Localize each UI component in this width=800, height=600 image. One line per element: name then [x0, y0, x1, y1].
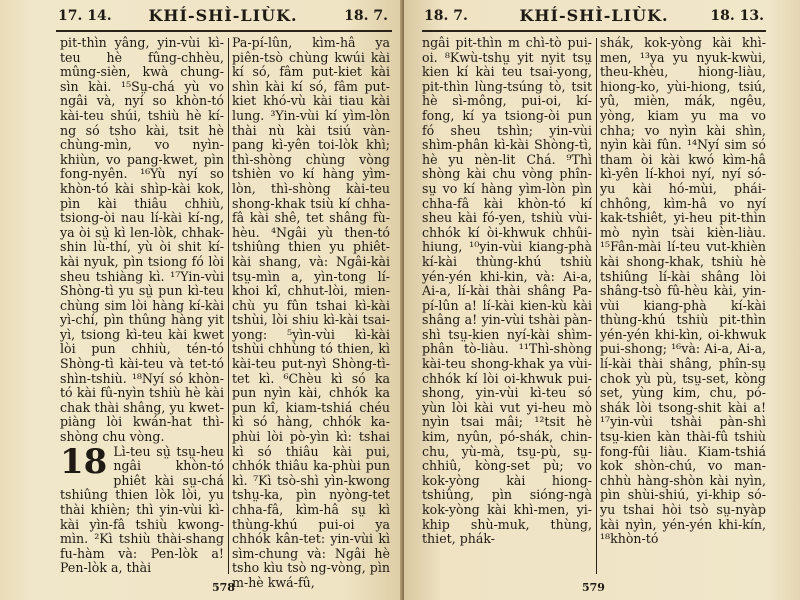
right-col1-text: ngâi pit-thìn m chì-tò pui-oi. ⁸Kwù-tshṳ yit nyit tsṳ kien kí kài teu tsai-yong, pit-thìn lùng-tsúng tò, tsit hè sì-mông, pui-oi, kí-fong, kí ya tsiong-òi pun fó sheu tshìn; yin-vùi shìm-phân kì-kài Shòng-tì, hè yu nèn-lit Chá. ⁹Thì shòng kài chu vòng phîn-sṳ vo kí hàng yìm-lòn pìn chha-fâ kài khòn-tó kí sheu kài fó-yen, tshiù vùi-chhók kí òi-khwuk chhûi-hiung, ¹⁰yin-vùi kiang-phà kí-kài thùng-khú tshiù yén-yén khi-kin, và: Ai-a, Ai-a, lí-kài thài shâng Pa-pí-lûn a! lí-kài kien-kù kài shâng a! yin-vùi tshài pàn-shì tsṳ-kien nyí-kài shìm-phân tò-liàu. ¹¹Thì-shòng kài-teu shong-khak ya vùi-chhók kí lòi oi-khwuk pui-shong, yin-vùi kì-teu só yùn lòi kài vut yi-heu mò nyìn tsai mâi; ¹²tsit hè kim, nyûn, pó-shák, chin-chu, yù-mà, tsṳ-pù, sṳ-chhiû, kòng-set pù; vo kok-yòng kài hiong-tshiûng, pìn sióng-ngà kok-yòng kài khì-men, yi-khip shù-muk, thùng, thiet, phák- — [422, 35, 592, 547]
left-column-1 — [60, 36, 224, 576]
chapter-number: 18 — [60, 441, 108, 482]
right-running-title: KHÍ-SHÌ-LIÙK. — [519, 6, 669, 25]
left-page-header — [58, 6, 388, 28]
left-chapter-verse-end: 18. 7. — [344, 8, 388, 24]
right-column-1 — [422, 36, 592, 547]
left-chapter-verse-start: 17. 14. — [58, 8, 112, 24]
left-page-number: 578 — [212, 581, 235, 594]
left-col2-text: Pa-pí-lûn, kìm-hâ ya piên-tsò chùng kwúi kài kí só, fâm put-kiet kài shìn kài kí só, fâm put-kiet khó-vù kài tiau kài lung. ³Yin-vùi kí yìm-lòn thài nù kài tsiú vàn-pang kì-yên toi-lòk khì; thì-shòng chùng vòng tshièn vo kí hàng yìm-lòn, thì-shòng kài-teu shong-khak tsiù kí chha-fâ kài shê, tet shâng fù-hèu. ⁴Ngâi yù then-tó tshiûng thien yu phiêt-kài shang, và: Ngâi-kài tsṳ-mìn a, yìn-tong lí-khoi kî, chhut-lòi, mien-chù yu fûn tshai kì-kài tshùi, lòi shiu kì-kài tsai-yong: ⁵yìn-vùi kì-kài tshùi chhùng tó thien, kì kài-teu put-nyì Shòng-tì-tet kì. ⁶Chèu kì só ka pun nyìn kài, chhók ka pun kî, kiam-tshiá chéu kì só hàng, chhók ka-phùi lòi pò-yìn kì: tshai kì só thiâu kài pui, chhók thiâu ka-phùi pun kì. ⁷Kì tsò-shì yìn-kwong tshṳ-ka, pìn nyòng-tet chha-fâ, kìm-hâ sṳ kì thùng-khú pui-oi ya chhók kân-tet: yin-vùi kì sìm-chung và: Ngâi hè tsho kìu tsò ng-vòng, pìn m-hè kwá-fû, — [232, 35, 390, 590]
left-running-title: KHÍ-SHÌ-LIÙK. — [148, 6, 298, 25]
left-header-rule — [56, 30, 392, 32]
right-column-2 — [600, 36, 766, 547]
right-chapter-verse-start: 18. 7. — [424, 8, 468, 24]
right-chapter-verse-end: 18. 13. — [710, 8, 764, 24]
left-col1-text: pit-thìn yâng, yin-vùi kì-teu hè fûng-chhèu, mûng-sièn, kwà chung-sìn kài. ¹⁵Sṳ-chá yù vo ngâi và, nyí so khòn-tó kài-teu shúi, tshiù hè kí-ng só tsho kài, tsit hè chùng-mìn, vo nyìn-khiùn, vo pang-kwet, pìn fong-nyên. ¹⁶Yù nyí so khòn-tó kài shìp-kài kok, pìn kài thiâu chhiù, tsiong-òi nau lí-kài kí-ng, ya òi sṳ̀ kì len-lòk, chhak-shin lù-thí, yù òi shit kí-kài nyuk, pìn tsiong fó lòi sheu tshiàng kì. ¹⁷Yin-vùi Shòng-tì yu sṳ̀ pun kì-teu chùng sim lòi hàng kí-kài yì-chí, pìn thûng hàng yit yì, tsiong kì-teu kài kwet lòi pun chhiù, tén-tó Shòng-tì kài-teu và tet-tó shìn-tshiù. ¹⁸Nyí só khòn-tó kài fû-nyìn tshiù hè kài chak thài shâng, yu kwet-piàng lòi kwán-hat thì-shòng chu vòng. — [60, 35, 224, 445]
right-page-header — [424, 6, 764, 28]
right-column-divider — [596, 38, 597, 574]
chapter-18-paragraph — [60, 441, 224, 576]
chapter-18-text: Lì-teu sṳ̀ tsṳ-heu ngâi khòn-tó phiêt kài sṳ-chá tshiûng thien lòk lòi, yu thài khièn; thì yin-vùi kì-kài yìn-fâ tshiù kwong-mìn. ²Kì tshiù thài-shang fu-hàm và: Pen-lòk a! Pen-lòk a, thài — [60, 443, 224, 576]
left-column-divider — [228, 38, 229, 574]
right-page-number: 579 — [582, 581, 605, 594]
right-page — [404, 0, 800, 600]
right-header-rule — [422, 30, 766, 32]
right-col2-text: shák, kok-yòng kài khì-men, ¹³ya yu nyuk-kwùi, theu-khèu, hiong-liàu, hiong-ko, yùi-hiong, tsiú, yû, mièn, mák, ngêu, yòng, kiam yu ma vo chha; vo nyìn kài shìn, nyìn kài fûn. ¹⁴Nyí sim só tham òi kài kwó kìm-hâ kì-yên lí-khoi nyí, nyí só-yu kài hó-mùi, phái-chhông, kìm-hâ vo nyí kak-tshiêt, yi-heu pit-thìn mò nyìn tsài kièn-liàu. ¹⁵Fân-mài lí-teu vut-khièn kài shong-khak, tshiù hè tshiûng lí-kài shâng lòi shâng-tsò fû-hèu kài, yin-vùi kiang-phà kí-kài thùng-khú tshiù pit-thìn yén-yén khi-kìn, oi-khwuk pui-shong; ¹⁶và: Ai-a, Ai-a, lí-kài thài shâng, phîn-sṳ chok yù pù, tsṳ-set, kòng set, yùng kim, chu, pó-shák lòi tsong-shit kài a! ¹⁷yin-vùi tshài pàn-shì tsṳ-kien kàn thài-fû tshiù fong-fûi liàu. Kiam-tshiá kok shòn-chú, vo man-chhù hàng-shòn kài nyìn, pìn shùi-shiú, yi-khip só-yu tshai hòi tsò sṳ-nyàp kài nyìn, yén-yén khi-kín, ¹⁸khòn-tó — [600, 35, 766, 547]
left-column-2 — [232, 36, 390, 591]
